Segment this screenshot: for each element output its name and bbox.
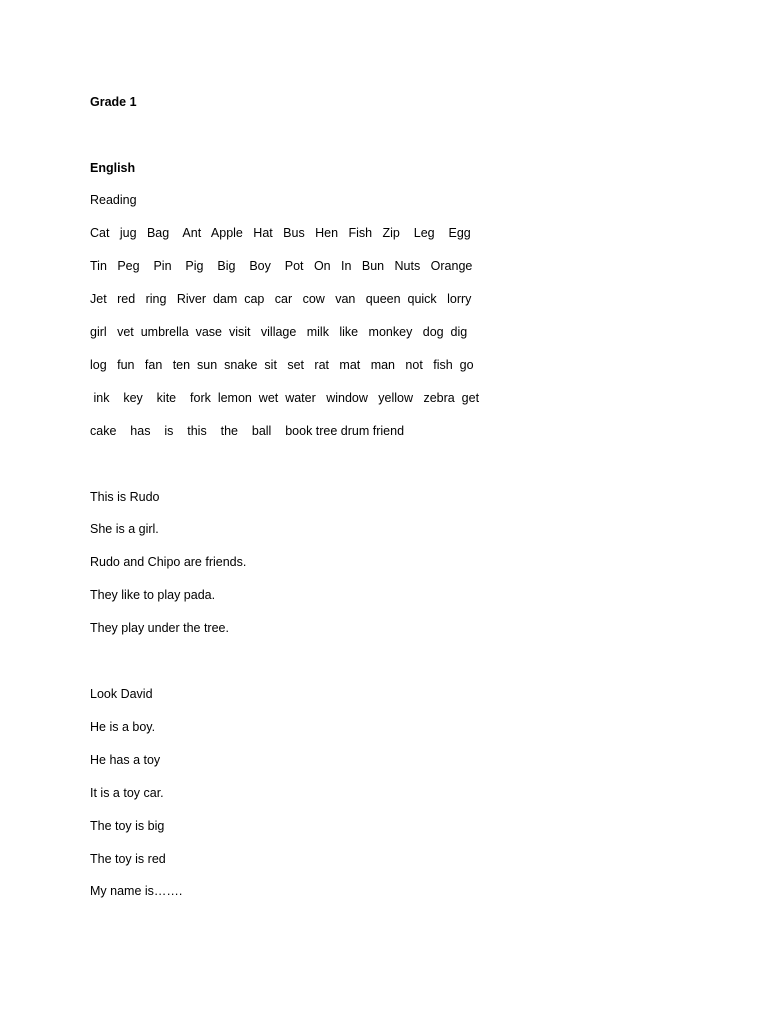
- story-line: She is a girl.: [90, 522, 159, 536]
- word-row: Cat jug Bag Ant Apple Hat Bus Hen Fish Zip Leg Egg: [90, 226, 471, 240]
- story-line: This is Rudo: [90, 490, 160, 504]
- story-line: It is a toy car.: [90, 786, 164, 800]
- story-line: Look David: [90, 687, 153, 701]
- story-line: The toy is red: [90, 852, 166, 866]
- story-line: He has a toy: [90, 753, 161, 767]
- grade-heading: Grade 1: [90, 95, 137, 109]
- story-line: He is a boy.: [90, 720, 156, 734]
- word-row: girl vet umbrella vase visit village milk like monkey dog dig: [90, 325, 468, 339]
- word-row: ink key kite fork lemon wet water window yellow zebra get: [90, 391, 480, 405]
- subject-heading: English: [90, 161, 136, 175]
- story-line: The toy is big: [90, 819, 165, 833]
- story-line: My name is…….: [90, 884, 183, 898]
- story-line: Rudo and Chipo are friends.: [90, 555, 247, 569]
- story-line: They play under the tree.: [90, 621, 229, 635]
- story-line: They like to play pada.: [90, 588, 216, 602]
- word-row: Tin Peg Pin Pig Big Boy Pot On In Bun Nuts Orange: [90, 259, 473, 273]
- section-label: Reading: [90, 193, 137, 207]
- word-row: cake has is this the ball book tree drum friend: [90, 424, 405, 438]
- word-row: Jet red ring River dam cap car cow van queen quick lorry: [90, 292, 472, 306]
- word-row: log fun fan ten sun snake sit set rat mat man not fish go: [90, 358, 474, 372]
